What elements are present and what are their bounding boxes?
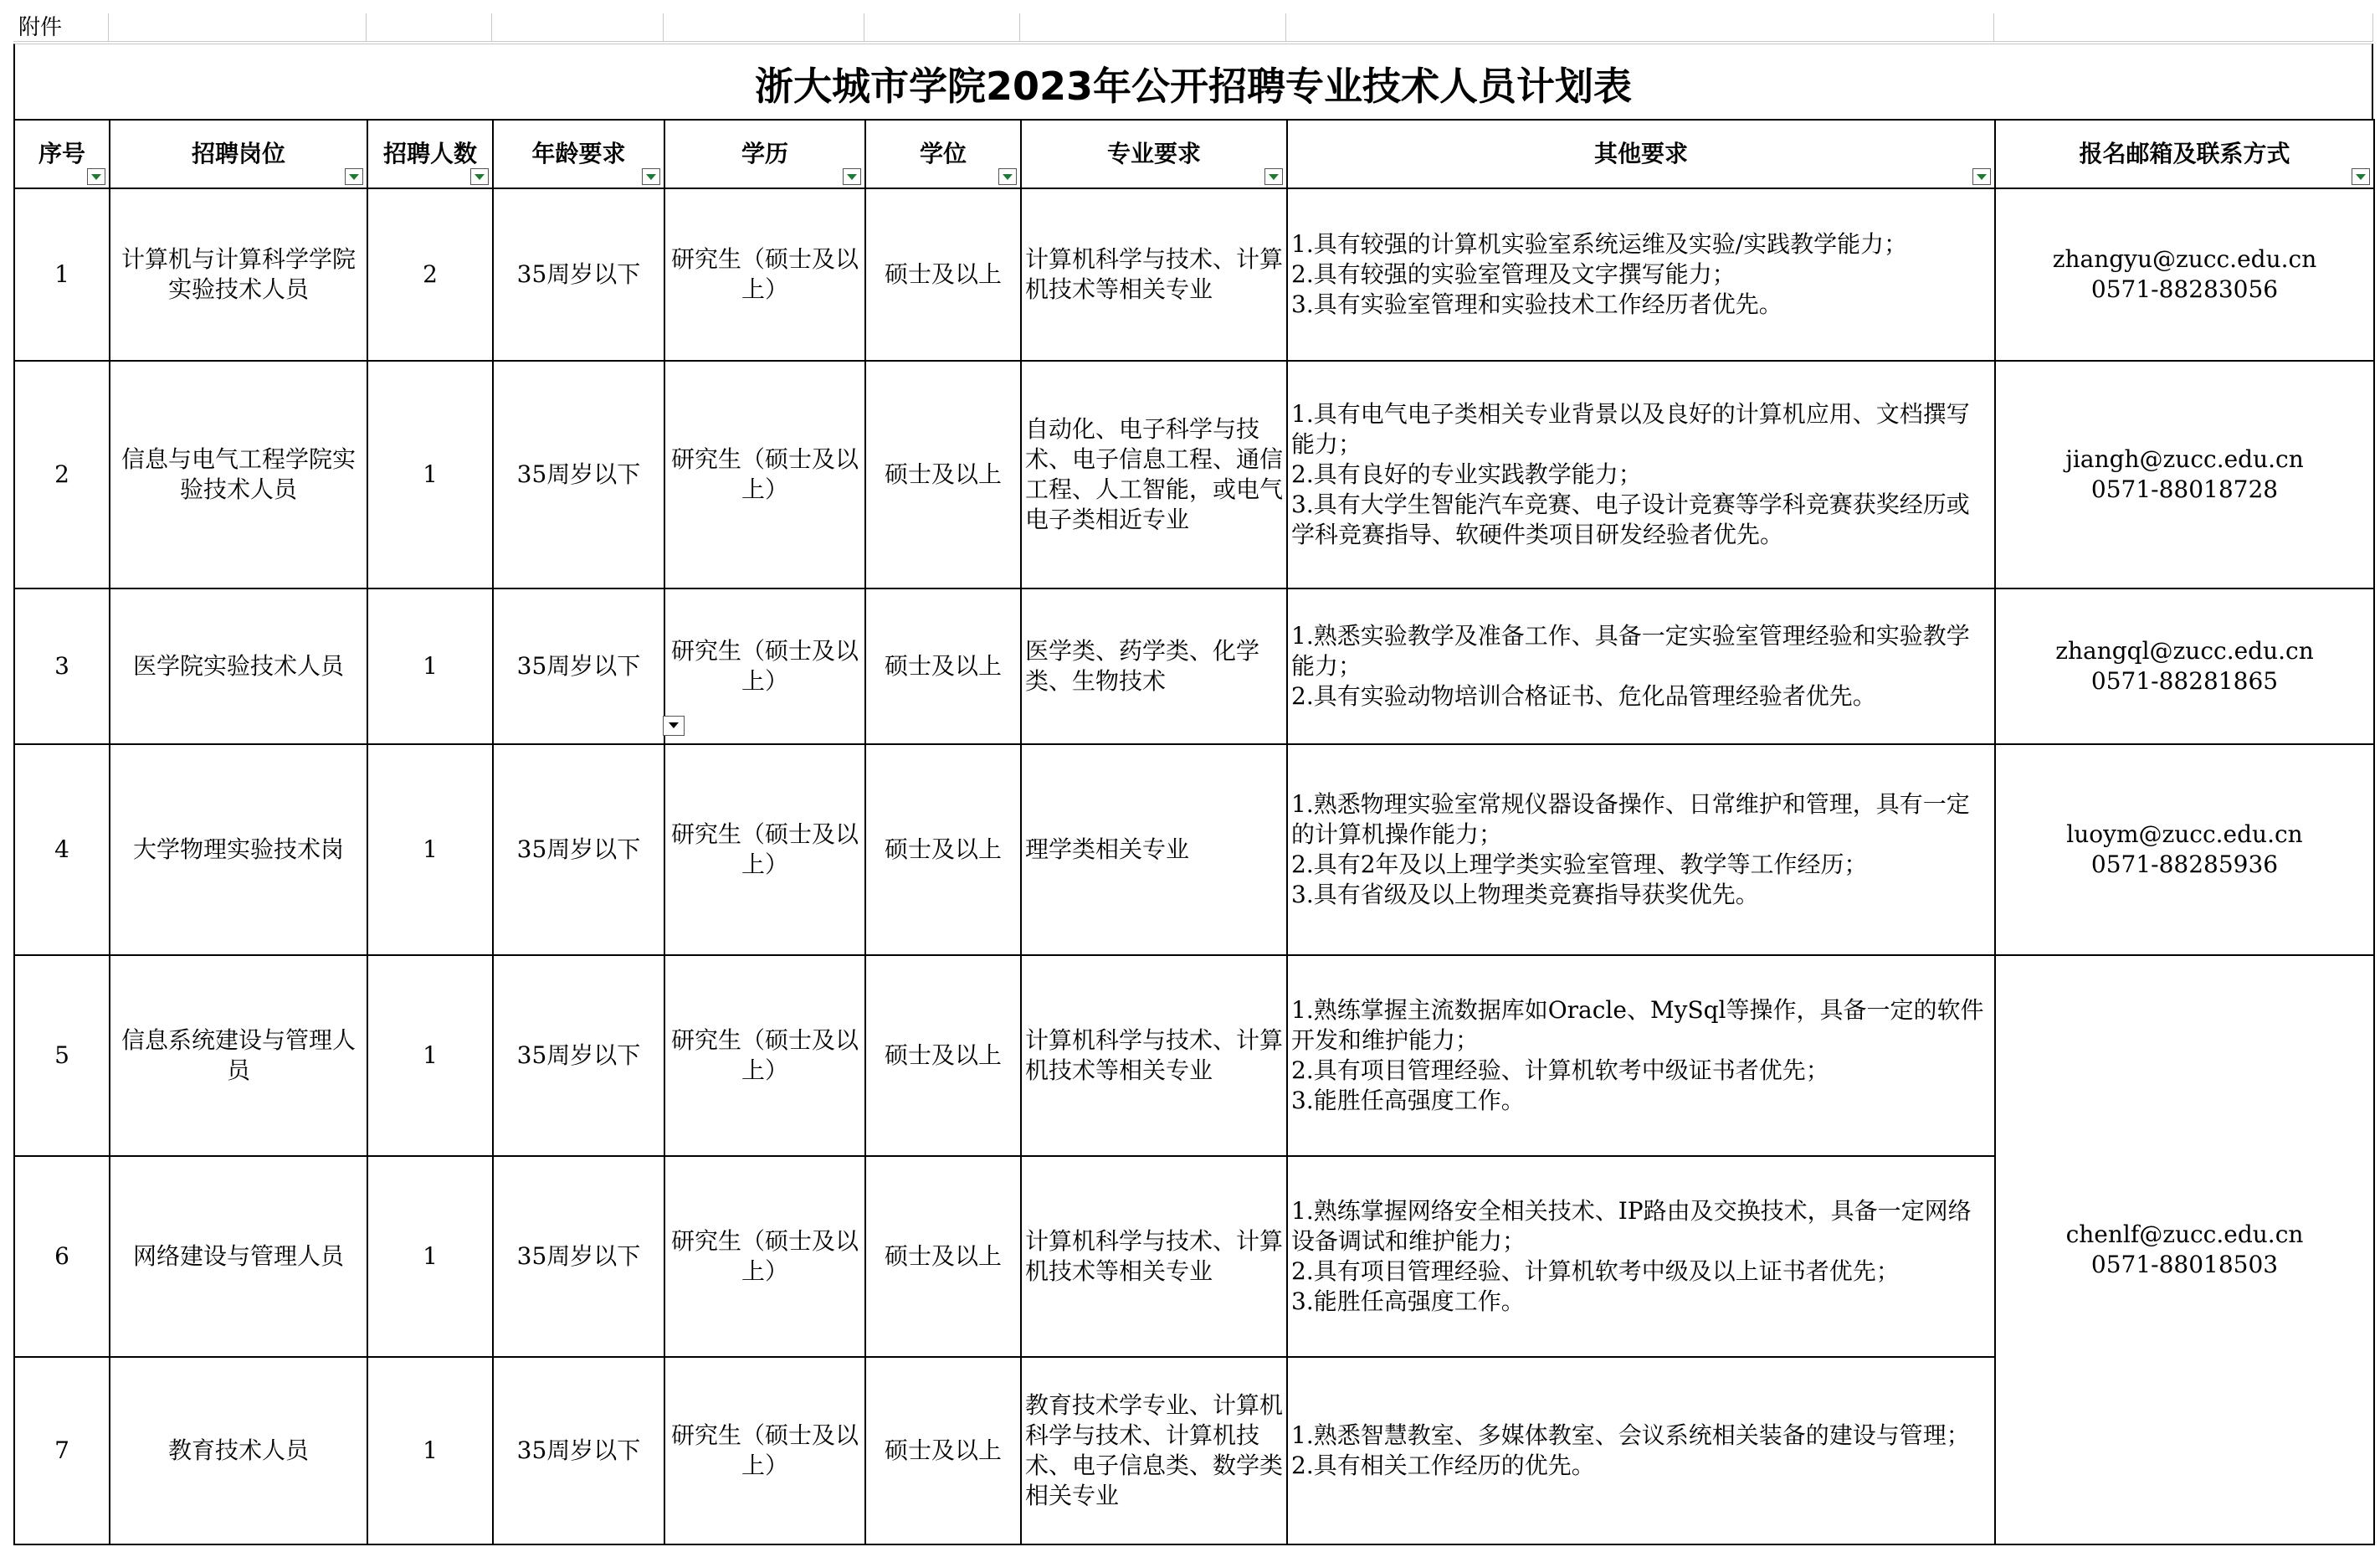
cell-major[interactable]: 计算机科学与技术、计算机技术等相关专业 [1021,1156,1287,1357]
attachment-label[interactable]: 附件 [13,13,109,42]
cell-no[interactable]: 7 [14,1357,110,1544]
sheet-top-row [13,13,2373,42]
cell-age[interactable]: 35周岁以下 [493,188,664,361]
requirement-line: 3.能胜任高强度工作。 [1291,1287,1525,1315]
header-label: 年龄要求 [531,140,626,167]
empty-cell[interactable] [1286,13,1994,42]
header-cell-major[interactable] [1021,120,1287,188]
cell-age[interactable]: 35周岁以下 [493,744,664,955]
header-cell-education[interactable] [664,120,865,188]
cell-post[interactable]: 信息与电气工程学院实验技术人员 [110,361,367,588]
cell-other[interactable] [1287,188,1995,361]
requirement-line: 1.熟练掌握网络安全相关技术、IP路由及交换技术，具备一定网络设备调试和维护能力； [1291,1197,1972,1255]
cell-contact[interactable] [1995,588,2374,744]
cell-education[interactable]: 研究生（硕士及以上） [664,744,865,955]
cell-no[interactable]: 6 [14,1156,110,1357]
cell-degree[interactable]: 硕士及以上 [865,1156,1021,1357]
requirement-line: 3.具有实验室管理和实验技术工作经历者优先。 [1291,290,1782,318]
contact-phone: 0571-88285936 [2090,851,2279,878]
cell-contact-shared[interactable] [1995,955,2374,1544]
requirement-line: 1.具有电气电子类相关专业背景以及良好的计算机应用、文档撰写能力； [1291,400,1970,458]
contact-phone: 0571-88018503 [2090,1251,2279,1278]
cell-no[interactable]: 3 [14,588,110,744]
contact-phone: 0571-88281865 [2090,667,2279,695]
empty-cell[interactable] [1020,13,1286,42]
table-row [14,955,2374,1156]
empty-cell[interactable] [664,13,864,42]
cell-post[interactable]: 计算机与计算科学学院实验技术人员 [110,188,367,361]
cell-other[interactable] [1287,588,1995,744]
requirement-line: 1.熟悉实验教学及准备工作、具备一定实验室管理经验和实验教学能力； [1291,622,1970,680]
contact-phone: 0571-88283056 [2090,275,2279,303]
cell-degree[interactable]: 硕士及以上 [865,1357,1021,1544]
cell-no[interactable]: 2 [14,361,110,588]
header-cell-no[interactable] [14,120,110,188]
filter-dropdown-icon[interactable] [843,168,861,185]
cell-age[interactable]: 35周岁以下 [493,588,664,744]
table-row [14,588,2374,744]
cell-major[interactable]: 医学类、药学类、化学类、生物技术 [1021,588,1287,744]
cell-degree[interactable]: 硕士及以上 [865,744,1021,955]
cell-degree[interactable]: 硕士及以上 [865,361,1021,588]
header-label: 学历 [741,140,788,167]
cell-education[interactable]: 研究生（硕士及以上） [664,955,865,1156]
cell-other[interactable] [1287,744,1995,955]
contact-email: jiangh@zucc.edu.cn [2065,445,2304,473]
cell-degree[interactable]: 硕士及以上 [865,188,1021,361]
requirement-line: 2.具有相关工作经历的优先。 [1291,1452,1595,1479]
cell-no[interactable]: 5 [14,955,110,1156]
contact-email: luoym@zucc.edu.cn [2066,820,2303,848]
header-cell-age[interactable] [493,120,664,188]
cell-degree[interactable]: 硕士及以上 [865,588,1021,744]
empty-cell[interactable] [492,13,664,42]
requirement-line: 2.具有实验动物培训合格证书、危化品管理经验者优先。 [1291,682,1876,710]
cell-major[interactable]: 计算机科学与技术、计算机技术等相关专业 [1021,955,1287,1156]
header-label: 招聘人数 [382,140,477,167]
requirement-line: 1.熟悉智慧教室、多媒体教室、会议系统相关装备的建设与管理； [1291,1421,1970,1449]
contact-email: zhangql@zucc.edu.cn [2055,637,2314,665]
cell-other[interactable] [1287,955,1995,1156]
requirement-line: 3.能胜任高强度工作。 [1291,1087,1525,1114]
table-row [14,361,2374,588]
requirement-line: 3.具有大学生智能汽车竞赛、电子设计竞赛等学科竞赛获奖经历或学科竞赛指导、软硬件类项目研发经验者优先。 [1291,491,1970,548]
cell-post[interactable]: 网络建设与管理人员 [110,1156,367,1357]
cell-dropdown-icon[interactable] [663,716,685,736]
requirement-line: 2.具有项目管理经验、计算机软考中级及以上证书者优先； [1291,1257,1900,1285]
table-row [14,744,2374,955]
contact-email: chenlf@zucc.edu.cn [2065,1221,2304,1248]
requirement-line: 1.熟悉物理实验室常规仪器设备操作、日常维护和管理，具有一定的计算机操作能力； [1291,790,1970,848]
contact-phone: 0571-88018728 [2090,475,2279,503]
header-label: 招聘岗位 [191,140,285,167]
cell-education[interactable]: 研究生（硕士及以上） [664,361,865,588]
cell-education[interactable]: 研究生（硕士及以上） [664,1357,865,1544]
filter-dropdown-icon[interactable] [2352,168,2370,185]
empty-cell[interactable] [109,13,367,42]
cell-no[interactable]: 1 [14,188,110,361]
cell-education[interactable]: 研究生（硕士及以上） [664,588,865,744]
filter-dropdown-icon[interactable] [1264,168,1283,185]
cell-other[interactable] [1287,1357,1995,1544]
header-cell-degree[interactable] [865,120,1021,188]
table-row [14,188,2374,361]
cell-major[interactable]: 理学类相关专业 [1021,744,1287,955]
empty-cell[interactable] [367,13,492,42]
cell-post[interactable]: 教育技术人员 [110,1357,367,1544]
cell-major[interactable]: 计算机科学与技术、计算机技术等相关专业 [1021,188,1287,361]
filter-dropdown-icon[interactable] [345,168,363,185]
requirement-line: 3.具有省级及以上物理类竞赛指导获奖优先。 [1291,881,1759,908]
cell-count[interactable]: 1 [367,588,493,744]
requirement-line: 1.具有较强的计算机实验室系统运维及实验/实践教学能力； [1291,230,1908,258]
filter-dropdown-icon[interactable] [1972,168,1991,185]
header-label: 序号 [38,140,85,167]
cell-post[interactable]: 医学院实验技术人员 [110,588,367,744]
cell-post[interactable]: 信息系统建设与管理人员 [110,955,367,1156]
cell-count[interactable]: 1 [367,744,493,955]
filter-dropdown-icon[interactable] [642,168,660,185]
cell-education[interactable]: 研究生（硕士及以上） [664,188,865,361]
cell-other[interactable] [1287,361,1995,588]
header-label: 其他要求 [1593,140,1688,167]
contact-email: zhangyu@zucc.edu.cn [2052,245,2317,273]
filter-dropdown-icon[interactable] [470,168,489,185]
cell-count[interactable]: 2 [367,188,493,361]
cell-contact[interactable] [1995,188,2374,361]
cell-age[interactable]: 35周岁以下 [493,1357,664,1544]
requirement-line: 2.具有良好的专业实践教学能力； [1291,460,1642,488]
cell-degree[interactable]: 硕士及以上 [865,955,1021,1156]
header-cell-other[interactable] [1287,120,1995,188]
header-cell-post[interactable] [110,120,367,188]
header-label: 报名邮箱及联系方式 [2079,140,2290,167]
cell-contact[interactable] [1995,361,2374,588]
empty-cell[interactable] [1994,13,2373,42]
header-label: 学位 [919,140,967,167]
header-row [14,120,2374,188]
requirement-line: 1.熟练掌握主流数据库如Oracle、MySql等操作，具备一定的软件开发和维护能力； [1291,996,1984,1054]
requirement-line: 2.具有项目管理经验、计算机软考中级证书者优先； [1291,1056,1829,1084]
requirement-line: 2.具有2年及以上理学类实验室管理、教学等工作经历； [1291,851,1868,878]
sheet-title[interactable]: 浙大城市学院2023年公开招聘专业技术人员计划表 [13,44,2373,119]
requirement-line: 2.具有较强的实验室管理及文字撰写能力； [1291,260,1736,288]
cell-count[interactable]: 1 [367,955,493,1156]
cell-count[interactable]: 1 [367,1156,493,1357]
cell-count[interactable]: 1 [367,361,493,588]
header-cell-contact[interactable] [1995,120,2374,188]
cell-no[interactable]: 4 [14,744,110,955]
cell-major[interactable]: 教育技术学专业、计算机科学与技术、计算机技术、电子信息类、数学类相关专业 [1021,1357,1287,1544]
filter-dropdown-icon[interactable] [998,168,1017,185]
cell-post[interactable]: 大学物理实验技术岗 [110,744,367,955]
cell-other[interactable] [1287,1156,1995,1357]
cell-age[interactable]: 35周岁以下 [493,955,664,1156]
empty-cell[interactable] [864,13,1020,42]
recruitment-table [13,119,2375,1545]
cell-count[interactable]: 1 [367,1357,493,1544]
cell-education[interactable]: 研究生（硕士及以上） [664,1156,865,1357]
header-cell-count[interactable] [367,120,493,188]
header-label: 专业要求 [1106,140,1201,167]
cell-age[interactable]: 35周岁以下 [493,1156,664,1357]
cell-major[interactable]: 自动化、电子科学与技术、电子信息工程、通信工程、人工智能，或电气电子类相近专业 [1021,361,1287,588]
cell-age[interactable]: 35周岁以下 [493,361,664,588]
cell-contact[interactable] [1995,744,2374,955]
filter-dropdown-icon[interactable] [87,168,105,185]
